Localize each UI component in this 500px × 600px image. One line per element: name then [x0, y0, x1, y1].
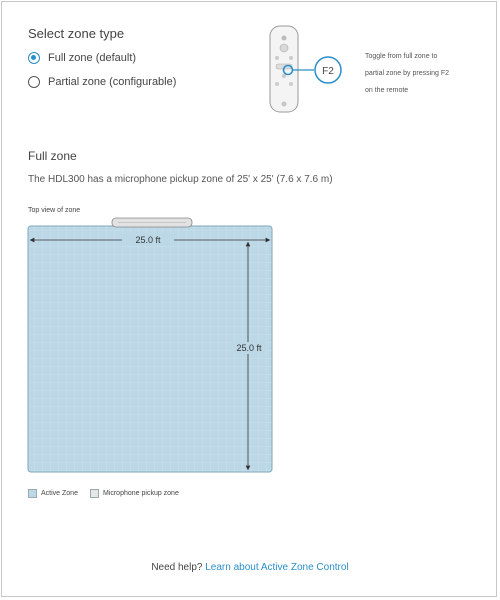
active-zone-swatch: [28, 489, 37, 498]
legend-item-active: [28, 489, 78, 498]
remote-illustration: [266, 24, 362, 121]
help-footer: [0, 562, 500, 573]
remote-hint-line: Toggle from full zone to: [365, 53, 438, 60]
zone-legend: [28, 489, 191, 498]
f2-callout-label: F2: [322, 66, 334, 77]
zone-type-heading: Select zone type: [28, 26, 125, 41]
remote-hint-line: partial zone by pressing F2: [365, 70, 450, 77]
full-zone-description: The HDL300 has a microphone pickup zone of 25' x 25' (7.6 x 7.6 m): [28, 174, 333, 185]
full-zone-option-label: Full zone (default): [48, 52, 137, 64]
partial-zone-radio[interactable]: [28, 76, 40, 88]
width-label: 25.0 ft: [135, 235, 161, 245]
top-view-label: Top view of zone: [28, 207, 81, 214]
help-prefix: Need help?: [151, 562, 203, 573]
remote-hint-line: on the remote: [365, 87, 409, 94]
zone-diagram: [26, 214, 276, 476]
legend-active-label: Active Zone: [41, 490, 78, 497]
remote-hint: [365, 48, 475, 99]
legend-item-pickup: [90, 489, 179, 498]
partial-zone-option[interactable]: [28, 76, 176, 88]
full-zone-radio[interactable]: [28, 52, 40, 64]
pickup-zone-swatch: [90, 489, 99, 498]
legend-pickup-label: Microphone pickup zone: [102, 490, 179, 497]
depth-label: 25.0 ft: [236, 343, 262, 353]
full-zone-title: Full zone: [28, 149, 77, 163]
full-zone-option[interactable]: [28, 52, 136, 64]
learn-azc-link[interactable]: Learn about Active Zone Control: [205, 562, 349, 573]
partial-zone-option-label: Partial zone (configurable): [48, 76, 177, 88]
